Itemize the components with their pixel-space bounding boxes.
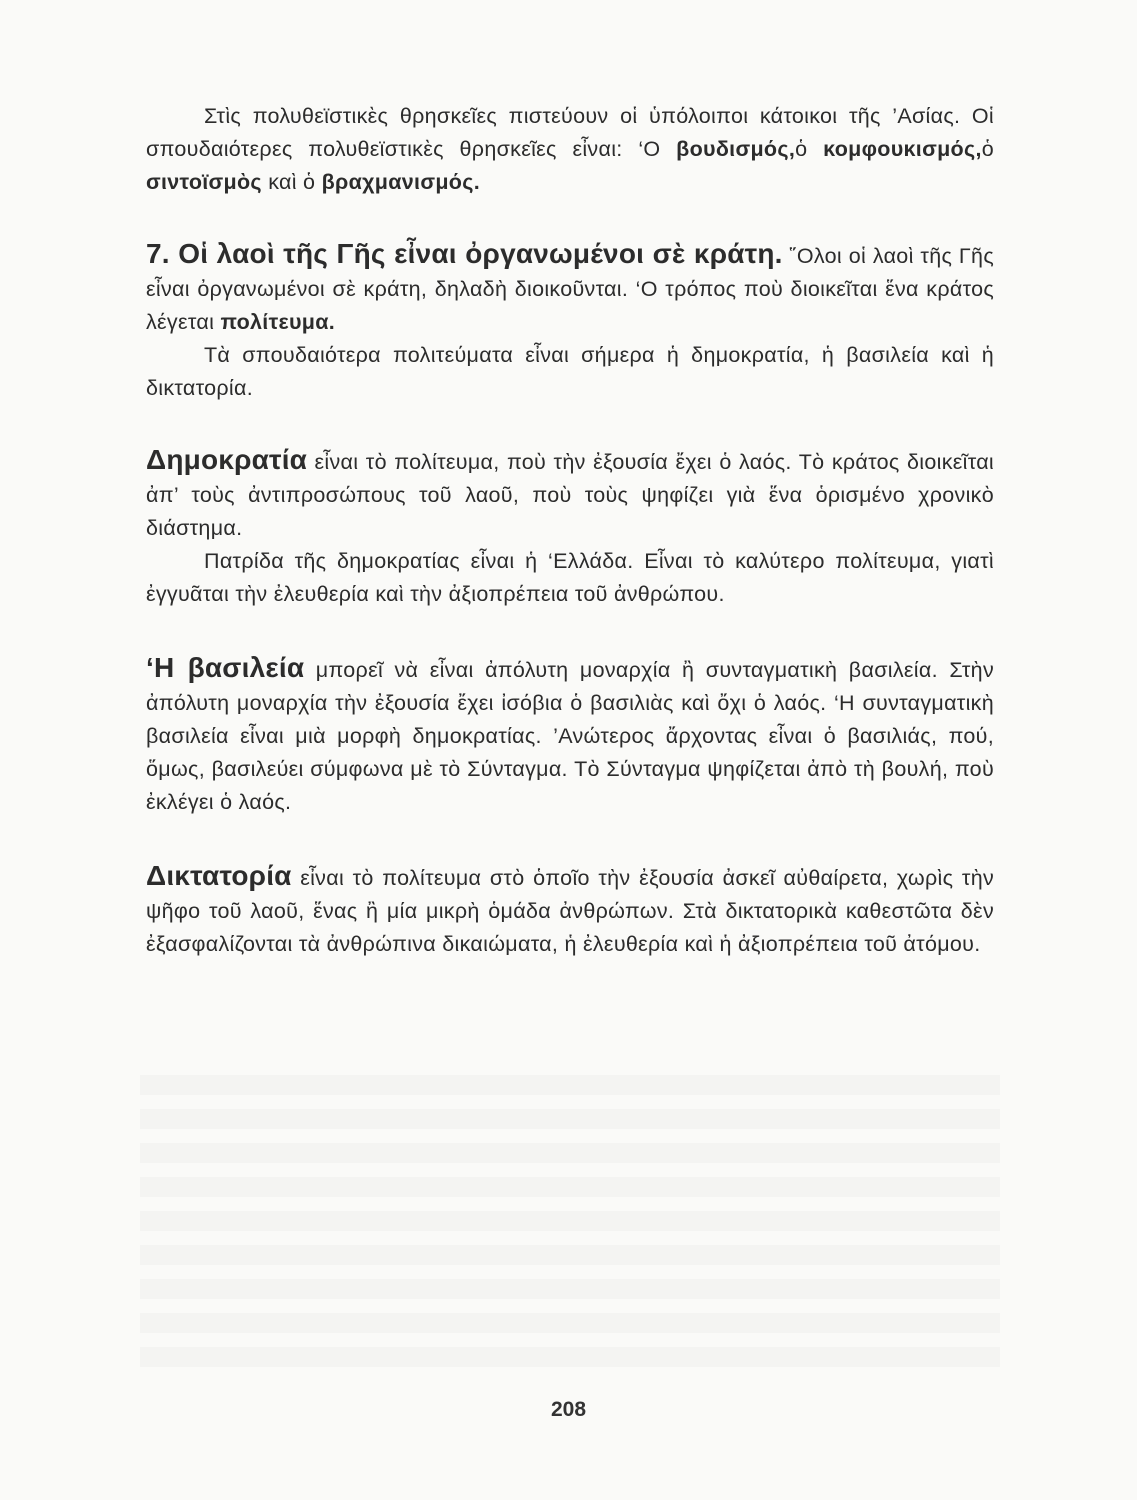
paragraph-democracy [146, 443, 994, 545]
term-democracy: Δημοκρατία [146, 444, 308, 475]
bold-term-buddhism: βουδισμός, [676, 137, 796, 161]
bold-term-confucianism: κομφουκισμός, [823, 137, 982, 161]
text-run: ῞Ολοι οἱ λαοὶ τῆς Γῆς εἶναι ὀργανωμένοι σὲ κράτη, δηλαδὴ διοικοῦνται. ‘Ο τρόπος ποὺ διοικεῖται ἕνα κράτος λέγεται [146, 244, 994, 334]
paragraph-dictatorship [146, 859, 994, 961]
text-run: μπορεῖ νὰ εἶναι ἀπόλυτη μοναρχία ἢ συνταγματικὴ βασιλεία. Στὴν ἀπόλυτη μοναρχία τὴν ἐξουσία ἔχει ἰσόβια ὁ βασιλιὰς καὶ ὄχι ὁ λαός. ‘Η συνταγματικὴ βασιλεία εἶναι μιὰ μορφὴ δημοκρατίας. ’Ανώτερος ἄρχοντας εἶναι ὁ βασιλιάς, πού, ὅμως, βασιλεύει σύμφωνα μὲ τὸ Σύνταγμα. Τὸ Σύνταγμα ψηφίζεται ἀπὸ τὴ βουλή, ποὺ ἐκλέγει ὁ λαός. [146, 658, 994, 814]
text-run: καὶ ὁ [261, 170, 322, 194]
term-dictatorship: Δικτατορία [146, 860, 292, 891]
text-run: Στὶς πολυθεϊστικὲς θρησκεῖες πιστεύουν οἱ ὑπόλοιποι κάτοικοι τῆς ’Ασίας. Οἱ σπουδαιότερες πολυθεϊστικὲς θρησκεῖες εἶναι: ‘Ο [146, 104, 994, 161]
paragraph-homeland-of-democracy: Πατρίδα τῆς δημοκρατίας εἶναι ἡ ‘Ελλάδα. Εἶναι τὸ καλύτερο πολίτευμα, γιατὶ ἐγγυᾶται τὴν ἐλευθερία καὶ τὴν ἀξιοπρέπεια τοῦ ἀνθρώπου. [146, 549, 994, 606]
page-number: 208 [550, 1398, 587, 1421]
bold-term-polity: πολίτευμα. [220, 310, 336, 334]
reverse-side-bleed-through [140, 1075, 1000, 1375]
text-run: ὁ [981, 137, 994, 161]
paragraph-monarchy [146, 651, 994, 819]
text-run: ὁ [795, 137, 824, 161]
paragraph-main-polities: Τὰ σπουδαιότερα πολιτεύματα εἶναι σήμερα ἡ δημοκρατία, ἡ βασιλεία καὶ ἡ δικτατορία. [146, 343, 994, 400]
text-run: εἶναι τὸ πολίτευμα, ποὺ τὴν ἐξουσία ἔχει ὁ λαός. Τὸ κράτος διοικεῖται ἀπ’ τοὺς ἀντιπροσώπους τοῦ λαοῦ, ποὺ τοὺς ψηφίζει γιὰ ἕνα ὁρισμένο χρονικὸ διάστημα. [146, 450, 994, 540]
section-7-paragraph [146, 237, 994, 339]
term-monarchy: ‘Η βασιλεία [146, 652, 305, 683]
page-body [146, 100, 994, 961]
bold-term-shintoism: σιντοϊσμὸς [146, 170, 262, 194]
section-heading: 7. Οἱ λαοὶ τῆς Γῆς εἶναι ὀργανωμένοι σὲ κράτη. [146, 238, 783, 269]
text-run: εἶναι τὸ πολίτευμα στὸ ὁποῖο τὴν ἐξουσία ἀσκεῖ αὐθαίρετα, χωρὶς τὴν ψῆφο τοῦ λαοῦ, ἕνας ἢ μία μικρὴ ὁμάδα ἀνθρώπων. Στὰ δικτατορικὰ καθεστῶτα δὲν ἐξασφαλίζονται τὰ ἀνθρώπινα δικαιώματα, ἡ ἐλευθερία καὶ ἡ ἀξιοπρέπεια τοῦ ἀτόμου. [146, 866, 994, 956]
paragraph-polytheistic-religions [146, 100, 994, 199]
bold-term-brahmanism: βραχμανισμός. [321, 170, 480, 194]
